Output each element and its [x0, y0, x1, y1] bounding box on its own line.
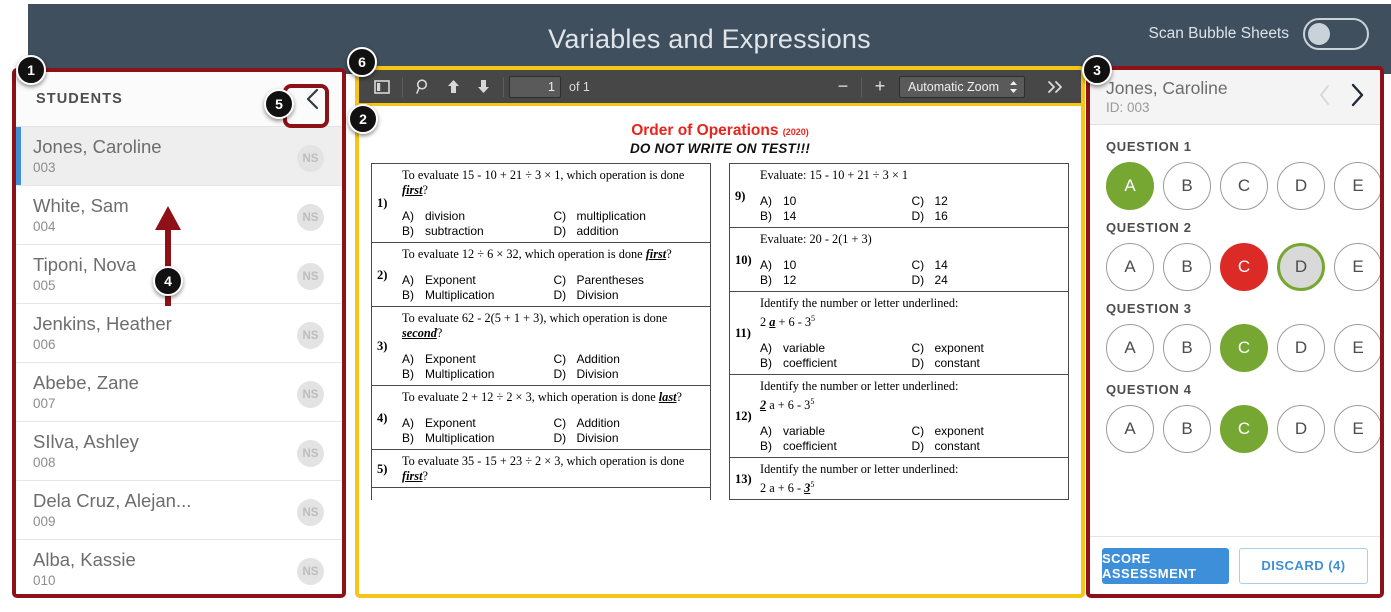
- stem-pre: To evaluate 2 + 12 ÷ 2 × 3, which operation is done: [402, 390, 659, 404]
- expr-pre: 2: [760, 315, 770, 330]
- question-number: 5): [377, 461, 388, 476]
- page-count-label: of 1: [569, 79, 590, 94]
- status-badge: NS: [297, 263, 324, 290]
- answer-bubble-a[interactable]: A: [1106, 405, 1154, 453]
- answer-bubbles: [1090, 397, 1380, 463]
- option-label: A): [402, 352, 414, 366]
- pdf-next-page-button[interactable]: [468, 74, 498, 100]
- zoom-level-select[interactable]: [899, 76, 1025, 98]
- expr-emphasis: a: [769, 315, 776, 330]
- stem-post: ?: [422, 183, 428, 197]
- pdf-previous-page-button[interactable]: [438, 74, 468, 100]
- option-text: 10: [783, 258, 797, 272]
- option-label: A): [760, 194, 772, 208]
- scan-bubble-sheets-control[interactable]: [1149, 18, 1369, 50]
- zoom-in-button[interactable]: +: [874, 76, 886, 96]
- answers-student-name: Jones, Caroline: [1106, 78, 1228, 98]
- option-label: C): [911, 194, 925, 208]
- question-options: [760, 424, 1063, 454]
- option-label: B): [402, 224, 414, 238]
- list-item[interactable]: [16, 304, 342, 363]
- question-stem: [402, 247, 705, 262]
- callout-badge-1: 1: [16, 55, 46, 85]
- option-text: Multiplication: [425, 288, 495, 302]
- student-name: Jones, Caroline: [33, 136, 162, 157]
- option-label: C): [553, 352, 567, 366]
- question-number: 3): [377, 339, 388, 353]
- option-label: B): [760, 439, 772, 454]
- option-text: subtraction: [425, 224, 484, 238]
- chevron-updown-icon: [1009, 80, 1018, 94]
- student-name: Alba, Kassie: [33, 549, 136, 570]
- answer-bubble-c[interactable]: C: [1220, 405, 1268, 453]
- option-label: B): [760, 356, 772, 371]
- stem-emphasis: last: [658, 390, 677, 404]
- toolbar-divider: [503, 77, 504, 97]
- option-text: Multiplication: [425, 431, 495, 445]
- status-badge: NS: [297, 440, 324, 467]
- option-text: Exponent: [425, 273, 476, 287]
- question-options: [402, 352, 705, 382]
- answer-bubble-e[interactable]: E: [1334, 162, 1380, 210]
- option-label: A): [402, 209, 414, 223]
- option-text: Division: [576, 288, 619, 302]
- student-id: 008: [33, 455, 56, 470]
- question-label: QUESTION 2: [1106, 220, 1192, 235]
- question-number: 1): [377, 196, 388, 210]
- student-id: 005: [33, 278, 56, 293]
- option-label: B): [402, 367, 414, 381]
- student-name: White, Sam: [33, 195, 129, 216]
- question-stem: Evaluate: 20 - 2(1 + 3): [760, 232, 872, 246]
- answer-bubble-e[interactable]: E: [1334, 324, 1380, 372]
- chevron-left-icon: [1318, 84, 1332, 106]
- student-id: 003: [33, 160, 56, 175]
- option-text: 14: [934, 258, 948, 272]
- pdf-viewer-panel: [355, 66, 1085, 598]
- student-name: SIlva, Ashley: [33, 431, 139, 452]
- question-number: 4): [377, 410, 388, 425]
- question-block: [372, 307, 710, 386]
- answers-panel-header: [1090, 70, 1380, 125]
- document-title-text: Order of Operations: [631, 122, 779, 139]
- student-id: 006: [33, 337, 56, 352]
- question-stem: [402, 168, 705, 198]
- list-item[interactable]: [16, 363, 342, 422]
- option-text: Exponent: [425, 416, 476, 430]
- document-title-year: (2020): [782, 127, 809, 137]
- arrow-up-icon: [446, 78, 461, 95]
- stem-emphasis: first: [402, 469, 423, 483]
- option-text: 10: [783, 194, 797, 208]
- callout-badge-2: 2: [348, 104, 378, 134]
- document-title: [359, 122, 1081, 140]
- status-badge: NS: [297, 322, 324, 349]
- toggle-knob: [1308, 23, 1330, 45]
- students-title: STUDENTS: [36, 91, 123, 107]
- question-block: [730, 292, 1068, 375]
- stem-post: ?: [676, 390, 683, 404]
- stem-pre: To evaluate 12 ÷ 6 × 32, which operation is done: [402, 247, 646, 261]
- option-label: B): [402, 431, 414, 445]
- stem-post: ?: [436, 326, 443, 340]
- question-number: 12): [735, 409, 752, 424]
- question-options: [402, 416, 705, 446]
- question-stem: Identify the number or letter underlined:: [760, 296, 959, 310]
- option-label: B): [760, 273, 772, 287]
- answer-bubble-b[interactable]: B: [1163, 324, 1211, 372]
- answer-bubble-a[interactable]: A: [1106, 324, 1154, 372]
- answer-bubble-c[interactable]: C: [1220, 162, 1268, 210]
- callout-badge-3: 3: [1082, 55, 1112, 85]
- pdf-page-canvas[interactable]: [359, 106, 1081, 595]
- expr-emphasis: 2: [760, 398, 767, 413]
- option-label: C): [553, 416, 567, 430]
- list-item[interactable]: [16, 127, 342, 186]
- stem-emphasis: second: [402, 326, 437, 340]
- question-expression: [760, 394, 1063, 413]
- list-item[interactable]: [16, 422, 342, 481]
- question-block: [730, 375, 1068, 458]
- score-assessment-button[interactable]: SCORE ASSESSMENT: [1102, 548, 1229, 584]
- question-grid: [371, 163, 1069, 500]
- option-label: A): [402, 273, 414, 287]
- answer-bubble-e[interactable]: E: [1334, 405, 1380, 453]
- expr-post: a + 6 - 3: [766, 398, 811, 413]
- question-options: [760, 341, 1063, 371]
- pdf-toolbar: [359, 70, 1081, 106]
- arrow-down-icon: [476, 78, 491, 95]
- expr-pre: 2 a + 6 -: [760, 481, 805, 496]
- pdf-find-button[interactable]: [408, 74, 438, 100]
- callout-badge-5: 5: [264, 89, 294, 119]
- option-label: D): [911, 273, 925, 287]
- student-name: Jenkins, Heather: [33, 313, 172, 334]
- stem-post: ?: [666, 247, 672, 261]
- question-stem: Identify the number or letter underlined:: [760, 379, 959, 394]
- app-header: [28, 4, 1391, 74]
- question-stem: [402, 390, 705, 405]
- option-text: constant: [934, 439, 980, 454]
- toolbar-divider: [402, 77, 403, 97]
- answer-bubble-d[interactable]: D: [1277, 324, 1325, 372]
- option-text: variable: [783, 424, 826, 439]
- chevron-left-icon: [304, 87, 321, 111]
- answer-bubbles: [1090, 154, 1380, 220]
- answer-question-group: [1090, 220, 1380, 301]
- zoom-out-button[interactable]: −: [837, 76, 849, 96]
- option-text: coefficient: [783, 439, 837, 454]
- double-chevron-right-icon: [1047, 80, 1065, 94]
- question-column-left: [371, 163, 711, 500]
- question-number: 2): [377, 267, 388, 282]
- chevron-right-icon: [1348, 82, 1366, 108]
- page-title: Variables and Expressions: [548, 23, 871, 54]
- option-label: D): [911, 209, 925, 223]
- answer-bubbles: [1090, 316, 1380, 382]
- answer-bubble-c[interactable]: C: [1220, 243, 1268, 291]
- option-label: C): [911, 424, 925, 439]
- question-number: 13): [735, 471, 752, 486]
- option-label: D): [553, 288, 567, 302]
- question-label: QUESTION 4: [1106, 382, 1192, 397]
- question-stem: Identify the number or letter underlined:: [760, 462, 959, 477]
- option-label: C): [553, 273, 567, 287]
- stem-emphasis: first: [645, 247, 667, 261]
- question-number: 11): [735, 326, 751, 341]
- question-options: [402, 209, 705, 239]
- option-text: 12: [934, 194, 948, 208]
- answer-bubble-b[interactable]: B: [1163, 162, 1211, 210]
- student-id: 009: [33, 514, 56, 529]
- answers-student-id: ID: 003: [1106, 100, 1150, 115]
- question-block: [372, 450, 710, 488]
- discard-button[interactable]: DISCARD (4): [1239, 548, 1368, 584]
- status-badge: NS: [297, 204, 324, 231]
- question-label: QUESTION 3: [1106, 301, 1192, 316]
- question-block: [372, 386, 710, 450]
- status-badge: NS: [297, 145, 324, 172]
- answer-question-group: [1090, 382, 1380, 463]
- status-badge: NS: [297, 558, 324, 585]
- option-label: C): [553, 209, 567, 223]
- option-text: 24: [934, 273, 948, 287]
- student-name: Dela Cruz, Alejan...: [33, 490, 192, 511]
- option-text: Addition: [576, 416, 620, 430]
- option-label: D): [911, 439, 925, 454]
- student-id: 010: [33, 573, 56, 588]
- answer-bubble-d[interactable]: D: [1277, 162, 1325, 210]
- student-id: 007: [33, 396, 56, 411]
- expr-post: + 6 - 3: [775, 315, 812, 330]
- option-label: A): [760, 341, 772, 356]
- option-text: 16: [934, 209, 948, 223]
- question-column-right: [729, 163, 1069, 500]
- question-stem: [402, 311, 705, 341]
- option-text: constant: [934, 356, 980, 371]
- option-text: 14: [783, 209, 797, 223]
- zoom-level-value: Automatic Zoom: [907, 79, 999, 94]
- option-label: D): [911, 356, 925, 371]
- answer-bubble-a[interactable]: A: [1106, 162, 1154, 210]
- answers-student-nav: [1316, 77, 1366, 108]
- question-stem: Evaluate: 15 - 10 + 21 ÷ 3 × 1: [760, 168, 909, 182]
- option-text: coefficient: [783, 356, 837, 371]
- status-badge: NS: [297, 381, 324, 408]
- answers-footer: [1090, 536, 1380, 594]
- stem-emphasis: first: [402, 183, 423, 197]
- option-text: variable: [783, 341, 826, 356]
- answer-bubble-e[interactable]: E: [1334, 243, 1380, 291]
- expr-superscript: 5: [810, 480, 815, 490]
- question-number: 10): [735, 252, 752, 267]
- option-label: B): [760, 209, 772, 223]
- answer-bubble-d[interactable]: D: [1277, 405, 1325, 453]
- question-stem: [402, 454, 705, 484]
- answer-question-group: [1090, 139, 1380, 220]
- option-text: multiplication: [576, 209, 646, 223]
- next-student-button[interactable]: [1348, 82, 1366, 108]
- answer-bubbles: [1090, 235, 1380, 301]
- scan-bubble-sheets-toggle[interactable]: [1303, 18, 1369, 50]
- option-text: Parentheses: [576, 273, 644, 287]
- status-badge: NS: [297, 499, 324, 526]
- option-label: C): [911, 258, 925, 272]
- page-number-input[interactable]: 1: [509, 76, 561, 98]
- question-number: 9): [735, 188, 746, 203]
- previous-student-button[interactable]: [1316, 82, 1334, 108]
- expr-emphasis: 3: [804, 481, 811, 496]
- question-block: [372, 164, 710, 243]
- question-options: [402, 273, 705, 303]
- question-expression: [760, 477, 1063, 496]
- question-block: [730, 458, 1068, 500]
- question-label: QUESTION 1: [1106, 139, 1192, 154]
- students-panel: [12, 68, 346, 598]
- sidebar-panel-icon: [374, 79, 390, 95]
- option-text: Exponent: [425, 352, 476, 366]
- option-text: exponent: [934, 341, 984, 356]
- list-item[interactable]: [16, 540, 342, 598]
- option-label: C): [911, 341, 925, 356]
- answers-question-list: [1090, 125, 1380, 540]
- answer-bubble-b[interactable]: B: [1163, 405, 1211, 453]
- pdf-more-tools-button[interactable]: [1039, 80, 1073, 94]
- question-options: [760, 258, 1063, 288]
- option-label: D): [553, 431, 567, 445]
- list-item[interactable]: [16, 481, 342, 540]
- answers-panel: [1086, 66, 1384, 598]
- question-block: [372, 243, 710, 307]
- search-icon: [415, 78, 432, 95]
- scan-bubble-sheets-label: Scan Bubble Sheets: [1148, 25, 1289, 42]
- question-options: [760, 194, 1063, 224]
- student-name: Tiponi, Nova: [33, 254, 137, 275]
- callout-badge-6: 6: [347, 47, 377, 77]
- expr-superscript: 5: [811, 314, 816, 323]
- answer-question-group: [1090, 301, 1380, 382]
- callout-badge-4: 4: [153, 266, 183, 296]
- stem-pre: To evaluate 62 - 2(5 + 1 + 3), which operation is done: [402, 311, 668, 325]
- option-label: B): [402, 288, 414, 302]
- option-text: exponent: [934, 424, 984, 439]
- answer-bubble-d[interactable]: D: [1277, 243, 1325, 291]
- option-text: Division: [576, 367, 619, 381]
- stem-post: ?: [422, 469, 428, 483]
- question-block: [730, 164, 1068, 228]
- option-label: A): [760, 258, 772, 272]
- toolbar-divider: [861, 77, 862, 97]
- option-label: D): [553, 367, 567, 381]
- option-text: addition: [576, 224, 619, 238]
- answer-bubble-b[interactable]: B: [1163, 243, 1211, 291]
- option-text: Addition: [576, 352, 620, 366]
- answer-bubble-a[interactable]: A: [1106, 243, 1154, 291]
- option-text: Division: [576, 431, 619, 445]
- stem-pre: To evaluate 35 - 15 + 23 ÷ 2 × 3, which operation is done: [402, 454, 685, 468]
- pdf-sidebar-toggle-button[interactable]: [367, 74, 397, 100]
- question-block: [730, 228, 1068, 292]
- collapse-sidebar-button[interactable]: [300, 86, 324, 112]
- expr-superscript: 5: [810, 397, 815, 407]
- option-label: A): [402, 416, 414, 430]
- zoom-controls: [830, 75, 1025, 99]
- document-subtitle: DO NOT WRITE ON TEST!!!: [629, 141, 811, 156]
- student-name: Abebe, Zane: [33, 372, 139, 393]
- option-text: division: [425, 209, 466, 223]
- option-label: A): [760, 424, 772, 439]
- stem-pre: To evaluate 15 - 10 + 21 ÷ 3 × 1, which operation is done: [402, 168, 685, 182]
- option-text: Multiplication: [425, 367, 495, 381]
- question-expression: [760, 311, 1063, 330]
- student-id: 004: [33, 219, 56, 234]
- answer-bubble-c[interactable]: C: [1220, 324, 1268, 372]
- option-text: 12: [783, 273, 797, 287]
- option-label: D): [553, 224, 567, 238]
